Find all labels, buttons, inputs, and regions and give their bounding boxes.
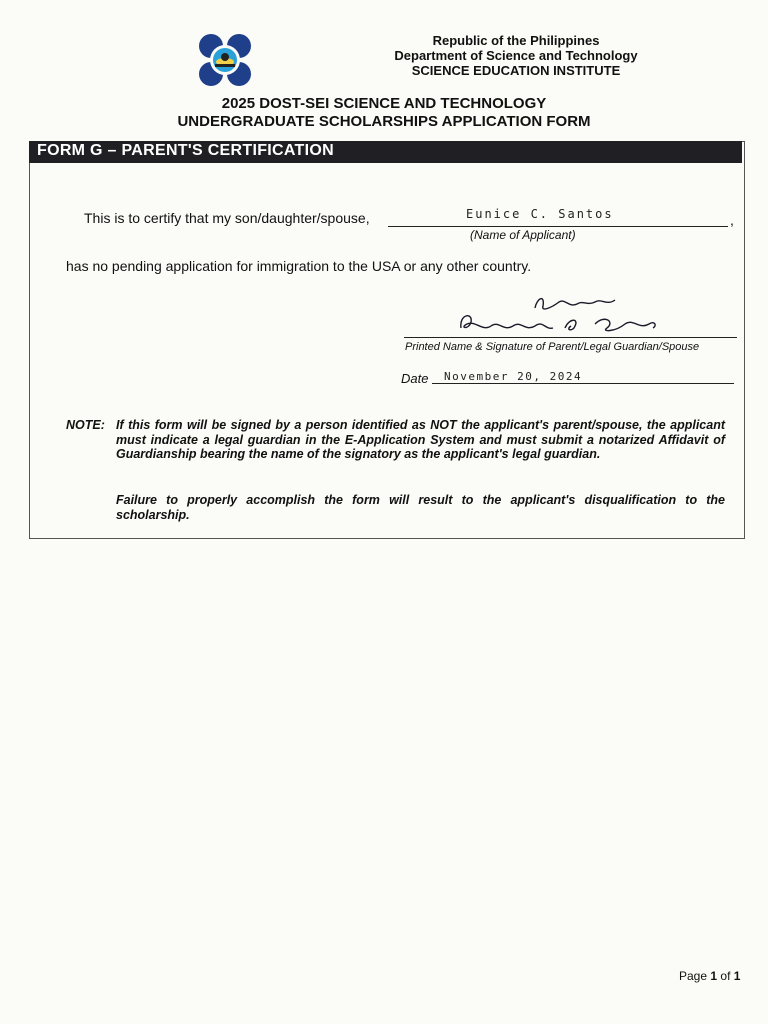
page-prefix: Page [679, 969, 708, 983]
certify-statement: This is to certify that my son/daughter/spouse, [84, 210, 370, 226]
applicant-caption: (Name of Applicant) [470, 228, 576, 242]
signature-caption: Printed Name & Signature of Parent/Legal Guardian/Spouse [405, 341, 700, 353]
page-number [679, 969, 740, 983]
form-title-line1: 2025 DOST-SEI SCIENCE AND TECHNOLOGY [221, 95, 547, 112]
applicant-comma: , [730, 212, 734, 228]
header-republic: Republic of the Philippines [432, 33, 600, 48]
header-institute: SCIENCE EDUCATION INSTITUTE [411, 63, 621, 78]
form-frame [29, 141, 745, 539]
header-department: Department of Science and Technology [394, 48, 638, 63]
note-label: NOTE: [66, 418, 105, 432]
pending-statement: has no pending application for immigration to the USA or any other country. [66, 258, 532, 274]
date-line [432, 383, 734, 384]
page-total: 1 [733, 969, 741, 983]
applicant-name-line [388, 226, 728, 227]
failure-note: Failure to properly accomplish the form will result to the applicant's disqualification to the scholarship. [116, 493, 725, 522]
parent-signature [455, 288, 665, 338]
page-current: 1 [710, 969, 718, 983]
signature-line [404, 337, 737, 338]
form-section-title: FORM G – PARENT'S CERTIFICATION [37, 142, 334, 159]
form-section-bar [29, 141, 742, 163]
applicant-name-field[interactable]: Eunice C. Santos [466, 207, 614, 221]
form-title-line2: UNDERGRADUATE SCHOLARSHIPS APPLICATION FORM [177, 113, 591, 130]
date-label: Date [401, 371, 429, 386]
page-of: of [720, 969, 731, 983]
note-body: If this form will be signed by a person identified as NOT the applicant's parent/spouse, the applicant must indicate a legal guardian in the E-Application System and must submit a notarized Affidavit of Guardianship bearing the name of the signatory as the applicant's legal guardian. [116, 418, 725, 461]
date-field[interactable]: November 20, 2024 [444, 370, 583, 383]
